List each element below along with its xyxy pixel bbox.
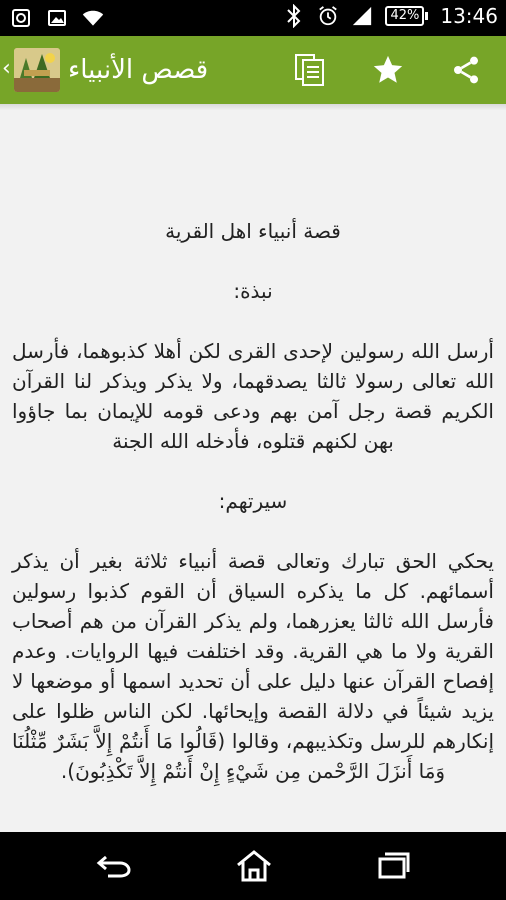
summary-text: أرسل الله رسولين لإحدى القرى لكن أهلا كذبوهما، فأرسل الله تعالى رسولا ثالثا يصدقهما، ولا يذكر ويذكر لنا القرآن الكريم قصة رجل آمن بهم ودعى قومه للإيمان بما جاؤوا بهن لكنهم قتلوه، فأدخله الله الجنة bbox=[12, 339, 494, 453]
home-icon bbox=[235, 849, 273, 883]
copy-button[interactable] bbox=[290, 50, 330, 90]
nav-home-button[interactable] bbox=[224, 844, 284, 888]
back-icon bbox=[96, 853, 132, 879]
biography-text: يحكي الحق تبارك وتعالى قصة أنبياء ثلاثة بغير أن يذكر أسمائهم. كل ما يذكره السياق أن القوم كذبوا رسولين فأرسل الله ثالثا يعزرهما، ولم يذكر القرآن من هم أصحاب القرية ولا ما هي القرية. وقد اختلفت فيها الروايات. وعدم إفصاح القرآن عنها دليل على أن تحديد اسمها أو موضعها لا يزيد شيئاً في دلالة القصة وإيحائها. لكن الناس ظلوا على إنكارهم للرسل وتكذيبهم، وقالوا (قَالُوا مَا أَنتُمْ إِلاَّ بَشَرٌ مِّثْلُنَا وَمَا أَنزَلَ الرَّحْمن مِن شَيْءٍ إِنْ أَنتُمْ إِلاَّ تَكْذِبُونَ). bbox=[12, 549, 494, 783]
signal-icon bbox=[351, 5, 373, 27]
story-body bbox=[12, 216, 494, 786]
favorite-button[interactable] bbox=[368, 50, 408, 90]
spacer bbox=[12, 516, 494, 546]
up-chevron-icon[interactable]: ‹ bbox=[2, 56, 11, 81]
status-time: 13:46 bbox=[440, 4, 498, 28]
biography-heading: سيرتهم: bbox=[218, 489, 288, 513]
story-title: قصة أنبياء اهل القرية bbox=[165, 219, 341, 243]
battery-tip bbox=[425, 12, 428, 20]
alarm-icon bbox=[317, 5, 339, 27]
app-title: قصص الأنبياء bbox=[68, 55, 209, 85]
bluetooth-icon bbox=[283, 5, 305, 27]
battery-label: 42% bbox=[385, 6, 424, 26]
wifi-icon bbox=[82, 7, 104, 29]
image-icon bbox=[46, 7, 68, 29]
battery-indicator bbox=[385, 6, 428, 26]
star-icon bbox=[371, 53, 405, 87]
spacer bbox=[12, 246, 494, 276]
recent-apps-icon bbox=[377, 851, 411, 881]
story-scroll-area[interactable] bbox=[0, 110, 506, 832]
status-right-icons bbox=[283, 4, 498, 28]
action-bar bbox=[0, 36, 506, 104]
screenshot-icon bbox=[10, 7, 32, 29]
share-button[interactable] bbox=[446, 50, 486, 90]
status-bar bbox=[0, 0, 506, 36]
app-logo[interactable] bbox=[14, 48, 60, 92]
spacer bbox=[12, 456, 494, 486]
status-left-icons bbox=[10, 7, 104, 29]
summary-heading: نبذة: bbox=[233, 279, 273, 303]
share-icon bbox=[450, 54, 482, 86]
copy-icon bbox=[295, 54, 325, 86]
navigation-bar bbox=[0, 832, 506, 900]
spacer bbox=[12, 306, 494, 336]
nav-back-button[interactable] bbox=[84, 844, 144, 888]
nav-recent-apps-button[interactable] bbox=[364, 844, 424, 888]
